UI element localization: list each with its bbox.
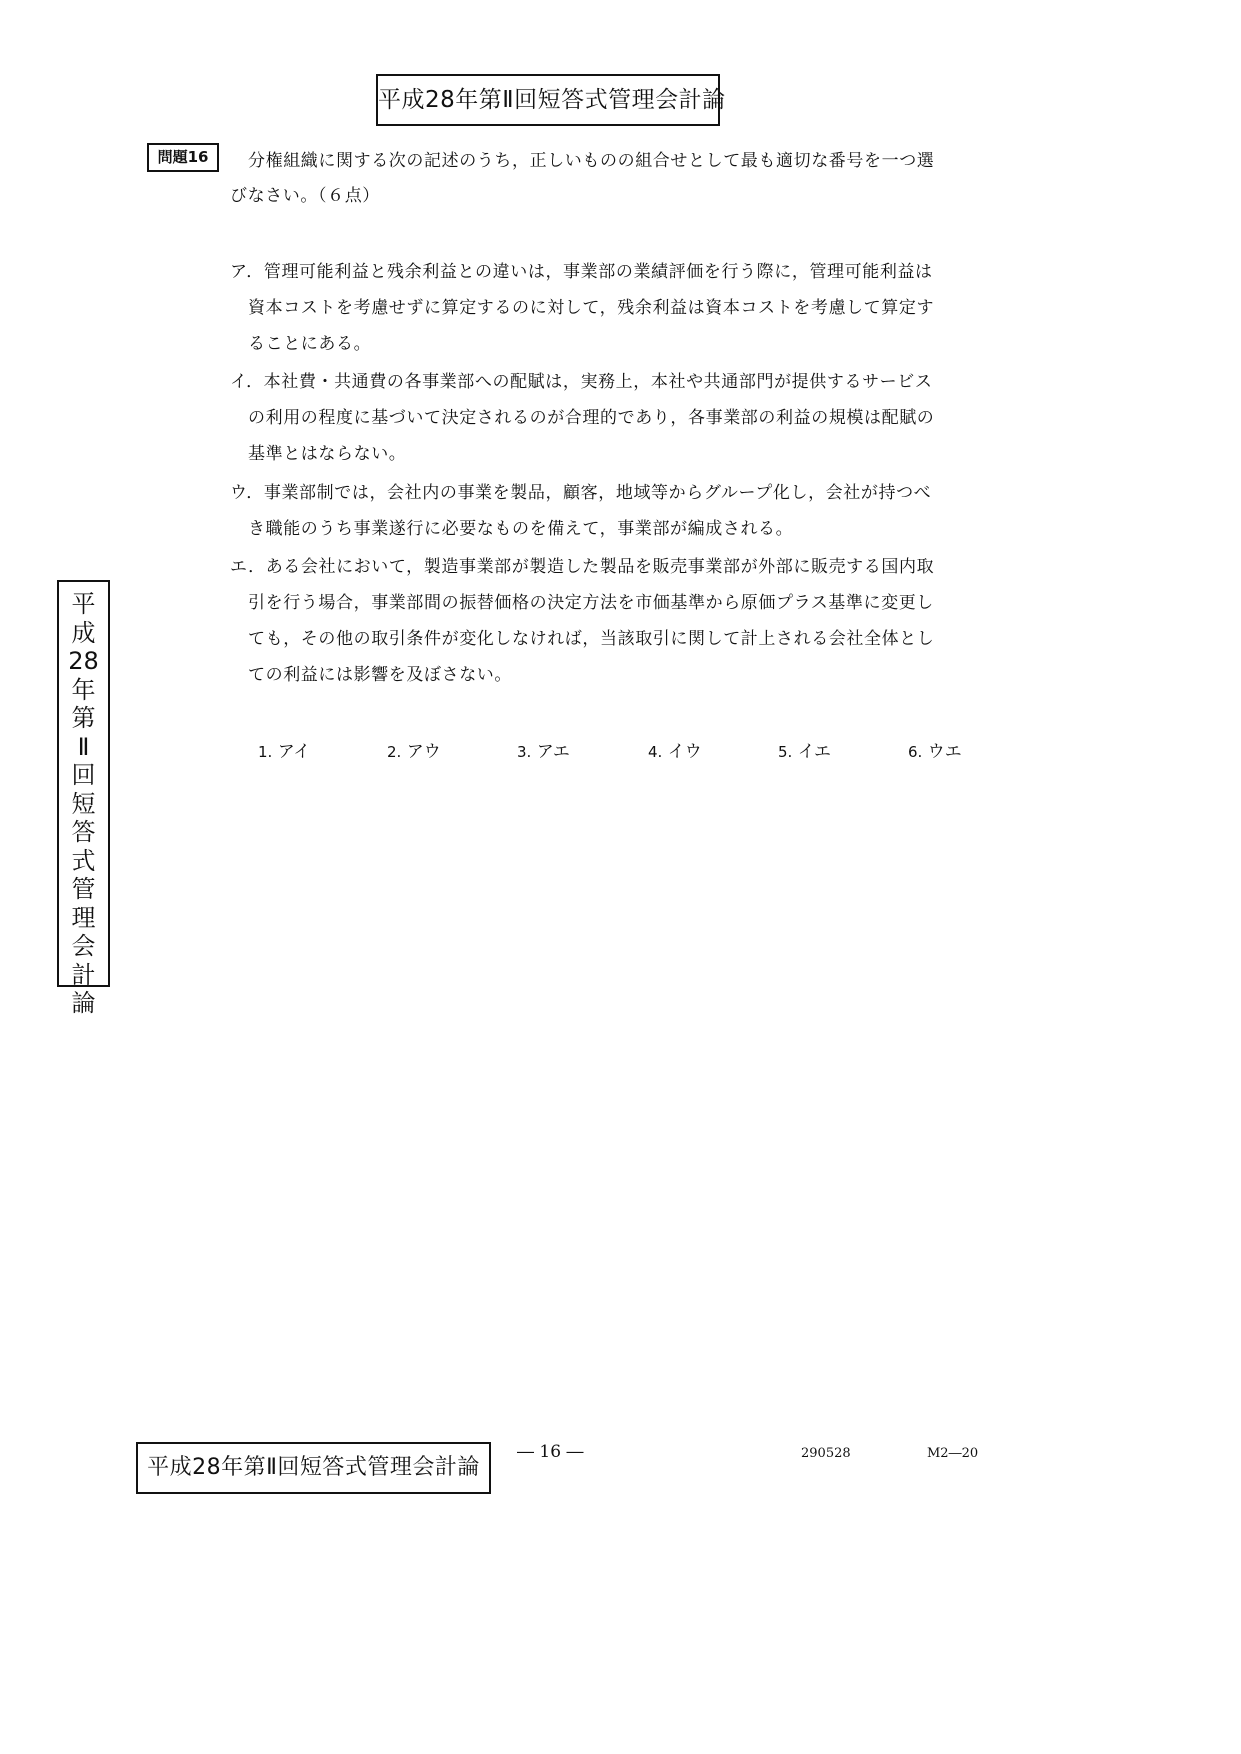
answer-choice-number: 5. bbox=[778, 743, 793, 761]
side-title-char: 論 bbox=[71, 989, 96, 1017]
answer-choice-number: 3. bbox=[517, 743, 532, 761]
side-title-char: 回 bbox=[71, 761, 96, 789]
question-text-line-2: びなさい。（６点） bbox=[230, 186, 380, 206]
answer-choice-label: イエ bbox=[797, 742, 832, 762]
side-title-char: 計 bbox=[71, 960, 96, 989]
answer-choice-label: アイ bbox=[277, 742, 311, 762]
answer-choice-3 bbox=[517, 737, 570, 762]
side-title-char: 式 bbox=[71, 846, 96, 875]
question-text-line-1: 分権組織に関する次の記述のうち，正しいものの組合せとして最も適切な番号を一つ選 bbox=[248, 151, 935, 171]
answer-choice-label: アウ bbox=[406, 742, 441, 762]
answer-choice-number: 2. bbox=[387, 743, 402, 761]
page-number: ― 16 ― bbox=[517, 1442, 584, 1462]
question-number-label: 問題16 bbox=[147, 143, 219, 172]
side-title-char: 平 bbox=[71, 590, 96, 618]
option-a-line-3: ることにある。 bbox=[248, 334, 372, 354]
option-i-line-2: の利用の程度に基づいて決定されるのが合理的であり，各事業部の利益の規模は配賦の bbox=[248, 408, 935, 428]
side-title-char: 答 bbox=[71, 818, 96, 846]
answer-choice-label: イウ bbox=[667, 742, 702, 762]
option-e-line-3: ても，その他の取引条件が変化しなければ，当該取引に関して計上される会社全体とし bbox=[248, 629, 935, 649]
option-e-line-4: ての利益には影響を及ぼさない。 bbox=[248, 665, 512, 685]
side-title-char: 短 bbox=[71, 789, 96, 818]
option-a-line-1: ア．管理可能利益と残余利益との違いは，事業部の業績評価を行う際に，管理可能利益は bbox=[230, 262, 933, 282]
side-title-char: 第 bbox=[71, 704, 96, 732]
side-title-char: 会 bbox=[71, 932, 96, 960]
answer-choice-label: ウエ bbox=[927, 742, 962, 762]
answer-choice-1 bbox=[258, 737, 310, 762]
option-i-line-3: 基準とはならない。 bbox=[248, 444, 407, 464]
option-i-line-1: イ．本社費・共通費の各事業部への配賦は，実務上，本社や共通部門が提供するサービス bbox=[230, 372, 933, 392]
side-title-char: Ⅱ bbox=[77, 732, 90, 761]
header-title: 平成28年第Ⅱ回短答式管理会計論 bbox=[376, 74, 720, 126]
answer-choice-4 bbox=[648, 737, 702, 762]
side-title-char: 成 bbox=[71, 618, 96, 647]
answer-choice-number: 1. bbox=[258, 743, 273, 761]
answer-choice-number: 6. bbox=[908, 743, 923, 761]
footer-title: 平成28年第Ⅱ回短答式管理会計論 bbox=[136, 1442, 491, 1494]
side-title-char: 28 bbox=[68, 647, 99, 675]
option-a-line-2: 資本コストを考慮せずに算定するのに対して，残余利益は資本コストを考慮して算定す bbox=[248, 298, 935, 318]
side-title-char: 管 bbox=[71, 875, 96, 903]
side-title-char: 理 bbox=[71, 903, 96, 932]
answer-choice-number: 4. bbox=[648, 743, 663, 761]
document-code: 290528 bbox=[801, 1446, 851, 1461]
answer-choice-label: アエ bbox=[536, 742, 570, 762]
answer-choice-5 bbox=[778, 737, 831, 762]
option-e-line-1: エ．ある会社において，製造事業部が製造した製品を販売事業部が外部に販売する国内取 bbox=[230, 557, 935, 577]
option-e-line-2: 引を行う場合，事業部間の振替価格の決定方法を市価基準から原価プラス基準に変更し bbox=[248, 593, 934, 613]
side-title-char: 年 bbox=[71, 675, 96, 704]
side-vertical-title bbox=[57, 580, 110, 1017]
option-u-line-1: ウ．事業部制では，会社内の事業を製品，顧客，地域等からグループ化し，会社が持つべ bbox=[230, 483, 932, 503]
page-reference: M2―20 bbox=[927, 1446, 979, 1461]
option-u-line-2: き職能のうち事業遂行に必要なものを備えて，事業部が編成される。 bbox=[248, 519, 794, 539]
answer-choice-6 bbox=[908, 737, 962, 762]
answer-choice-2 bbox=[387, 737, 441, 762]
